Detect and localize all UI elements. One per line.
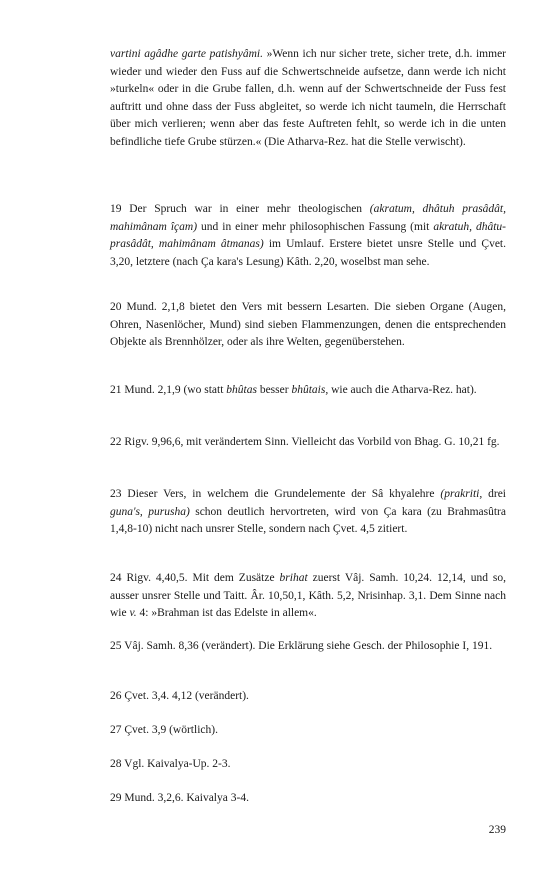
footnote-18-continuation [110,46,506,152]
sanskrit-term: bhûtais, [291,384,329,396]
footnote-22 [110,434,506,452]
sanskrit-term: (prakriti, [440,488,483,500]
footnote-28 [110,756,506,774]
footnote-21 [110,382,506,400]
sanskrit-term: (akratum, dhâtuh prasâdât, mahimânam îçam) [110,203,506,233]
sanskrit-term: guna's, purusha) [110,505,190,518]
footnote-26 [110,688,506,706]
note-text: 24 Rigv. 4,40,5. Mit dem Zusätze [110,572,280,584]
note-text: 20 Mund. 2,1,8 bietet den Vers mit bessern Lesarten. Die sieben Organe (Augen, Ohren, Nasenlöcher, Mund) sind sieben Flammenzungen, denen die entsprechenden Objekte als Brennhölzer, oder als ihre Welten, gegenüberstehen. [110,301,506,349]
footnote-20 [110,299,506,352]
footnote-29 [110,790,506,808]
verse-abbrev: v. [129,607,137,620]
note-text: 19 Der Spruch war in einer mehr theologischen [110,203,370,215]
sanskrit-term: akratuh, dhâtu-prasâdât, mahimânam âtmanas) [110,220,506,251]
note-text: 26 Çvet. 3,4. 4,12 (verändert). [110,690,249,702]
sanskrit-term: bhûtas [226,384,257,396]
note-text: schon deutlich hervortreten, wird von Ça kara (zu Brahmasûtra 1,4,8-10) nicht nach unsrer Stelle, sondern nach Çvet. 4,5 zitiert. [110,505,506,536]
sanskrit-quote: vartini agâdhe garte patishyâmi. [110,48,263,60]
note-text: 23 Dieser Vers, in welchem die Grundelemente der Sâ khyalehre [110,488,441,500]
footnote-23 [110,486,506,539]
note-text: 21 Mund. 2,1,9 (wo statt [110,384,227,396]
footnote-24 [110,570,506,623]
note-text: besser [256,384,292,396]
note-text: und in einer mehr philosophischen Fassung (mit [197,220,434,233]
note-text: 22 Rigv. 9,96,6, mit verändertem Sinn. Vielleicht das Vorbild von Bhag. G. 10,21 fg. [110,436,500,448]
note-text: 25 Vâj. Samh. 8,36 (verändert). Die Erklärung siehe Gesch. der Philosophie I, 191. [110,640,493,652]
note-text: 27 Çvet. 3,9 (wörtlich). [110,724,218,736]
note-text: 29 Mund. 3,2,6. Kaivalya 3-4. [110,792,249,804]
note-text: »Wenn ich nur sicher trete, sicher trete, d.h. immer wieder und wieder den Fuss auf die Schwertschneide aufsetze, dann werde ich nicht »turkeln« oder in die Grube fallen, d.h. wenn auf der Schwertschneide der Fuss fest auftritt und ohne dass der Fuss abgleitet, so werde ich nicht taumeln, die Herrschaft über mich verlieren; wenn aber das feste Auftreten fehlt, so werde ich in die unten befindliche tiefe Grube stürzen.« (Die Atharva-Rez. hat die Stelle verwischt). [110,48,507,148]
note-text: zuerst Vâj. Samh. 10,24. 12,14, und so, ausser unsrer Stelle und Taitt. Âr. 10,50,1, Kâth. 5,2, Nrisinhap. 3,1. Dem Sinne nach wie [110,572,506,620]
footnote-25 [110,638,506,656]
note-text: 28 Vgl. Kaivalya-Up. 2-3. [110,758,231,770]
note-text: 4: »Brahman ist das Edelste in allem«. [136,607,317,620]
note-text: im Umlauf. Erstere bietet unsre Stelle und Çvet. 3,20, letztere (nach Ça kara's Lesung) Kâth. 2,20, woselbst man sehe. [110,238,507,268]
footnote-27 [110,722,506,740]
page-number: 239 [488,824,506,836]
note-text: wie auch die Atharva-Rez. hat). [328,384,477,396]
sanskrit-term: brihat [279,572,308,584]
note-text: drei [482,488,506,500]
footnote-19 [110,201,506,271]
